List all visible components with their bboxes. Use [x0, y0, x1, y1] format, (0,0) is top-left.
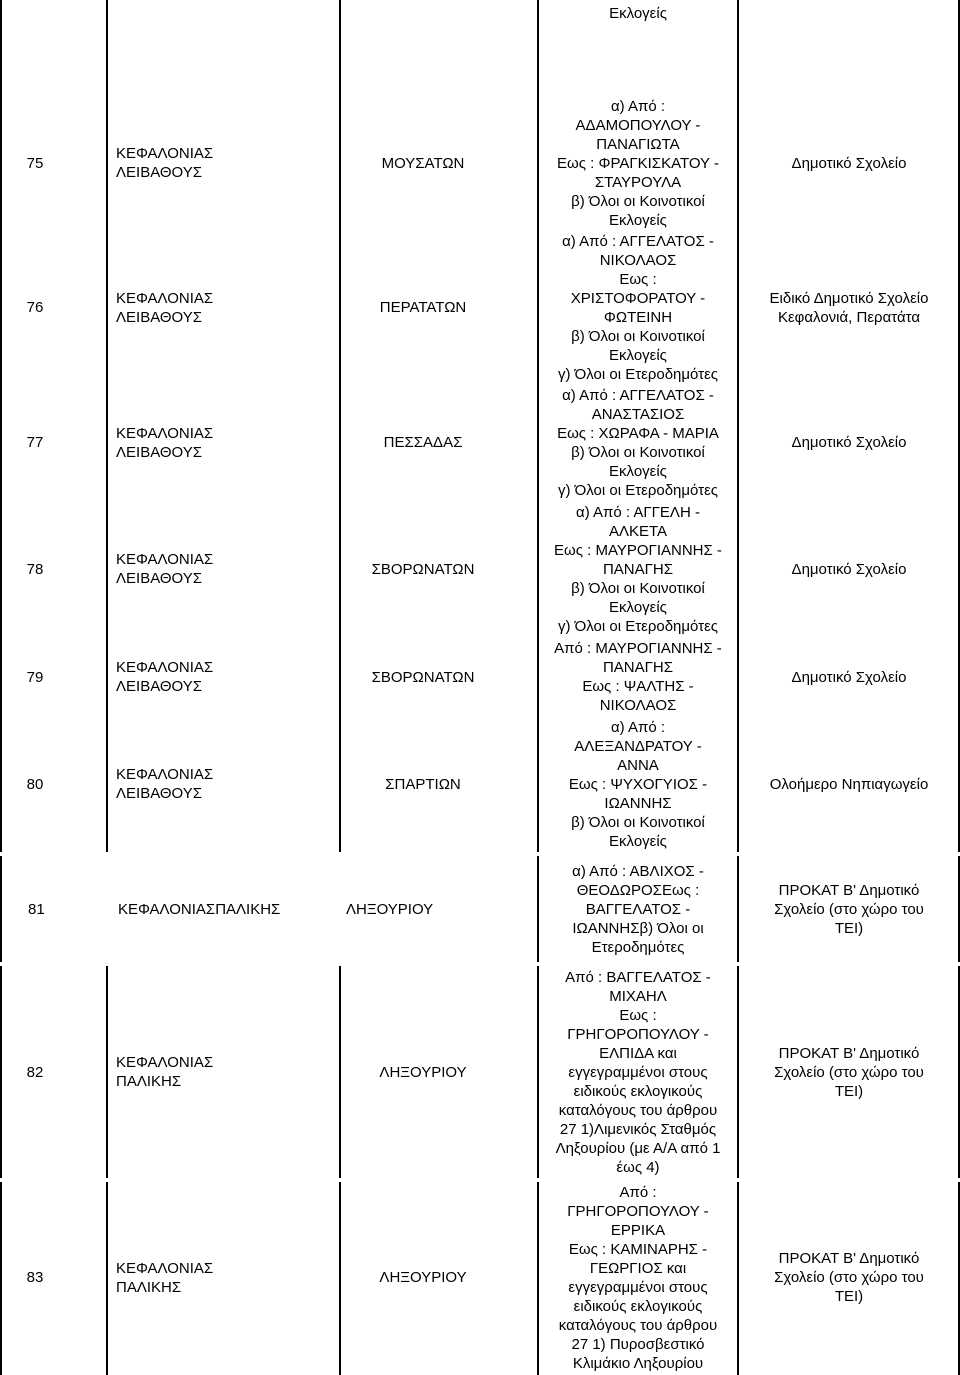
community-name: ΠΕΡΑΤΑΤΩΝ — [379, 299, 467, 316]
row-gap — [0, 852, 960, 856]
community-name: ΛΗΞΟΥΡΙΟΥ — [379, 1063, 467, 1081]
row-number: 80 — [26, 775, 44, 793]
row-number: 81 — [28, 900, 45, 918]
region-name: ΚΕΦΑΛΟΝΙΑΣ ΛΕΙΒΑΘΟΥΣ — [116, 659, 214, 695]
column-divider — [106, 0, 108, 1375]
polling-station: Δημοτικό Σχολείο — [791, 560, 907, 578]
table-row — [0, 230, 960, 385]
community-name: ΣΒΟΡΩΝΑΤΩΝ — [371, 668, 475, 686]
voters-range: α) Από : ΑΛΕΞΑΝΔΡΑΤΟΥ - ΑΝΝΑ Εως : ΨΥΧΟΓΥΙΟΣ - ΙΩΑΝΝΗΣ β) Όλοι οι Κοινοτικοί Εκλογείς — [568, 718, 708, 850]
polling-station: Ειδικό Δημοτικό Σχολείο Κεφαλονιά, Περατάτα — [769, 289, 929, 326]
table-row — [0, 1180, 960, 1375]
table-row — [0, 964, 960, 1180]
voters-range: α) Από : ΑΒΛΙΧΟΣ - ΘΕΟΔΩΡΟΣΕως : ΒΑΓΓΕΛΑΤΟΣ - ΙΩΑΝΝΗΣβ) Όλοι οι Ετεροδημότες — [572, 862, 704, 956]
merged-cell-mask — [104, 856, 110, 962]
row-number: 76 — [26, 299, 44, 316]
voters-range: Από : ΜΑΥΡΟΓΙΑΝΝΗΣ - ΠΑΝΑΓΗΣ Εως : ΨΑΛΤΗΣ - ΝΙΚΟΛΑΟΣ — [554, 640, 722, 714]
table-row — [0, 96, 960, 230]
row-number: 79 — [26, 668, 44, 686]
continued-voters-text: Εκλογείς — [609, 4, 667, 22]
row-gap — [0, 962, 960, 966]
column-divider — [339, 0, 341, 1375]
row-number: 83 — [26, 1269, 44, 1286]
voters-range: Από : ΓΡΗΓΟΡΟΠΟΥΛΟΥ - ΕΡΡΙΚΑ Εως : ΚΑΜΙΝΑΡΗΣ - ΓΕΩΡΓΙΟΣ και εγγεγραμμένοι στους ειδικούς εκλογικούς καταλόγους του άρθρου 27 1) Πυροσβεστικό Κλιμάκιο Ληξουρίου — [558, 1183, 718, 1372]
polling-station: ΠΡΟΚΑΤ Β' Δημοτικό Σχολείο (στο χώρο του ΤΕΙ) — [774, 881, 924, 937]
row-number: 78 — [26, 560, 44, 578]
table-row — [0, 638, 960, 716]
table-row — [0, 854, 960, 964]
column-divider — [537, 0, 539, 1375]
continued-voters-cell — [540, 0, 736, 26]
region-name: ΚΕΦΑΛΟΝΙΑΣ ΠΑΛΙΚΗΣ — [116, 1054, 214, 1090]
polling-station: ΠΡΟΚΑΤ Β' Δημοτικό Σχολείο (στο χώρο του ΤΕΙ) — [774, 1044, 924, 1100]
row-number: 82 — [26, 1063, 44, 1081]
voters-range: α) Από : ΑΔΑΜΟΠΟΥΛΟΥ - ΠΑΝΑΓΙΩΤΑ Εως : ΦΡΑΓΚΙΣΚΑΤΟΥ - ΣΤΑΥΡΟΥΛΑ β) Όλοι οι Κοινοτικοί Εκλογείς — [557, 97, 719, 229]
column-divider — [737, 0, 739, 1375]
row-gap — [0, 1178, 960, 1182]
community-name: ΛΗΞΟΥΡΙΟΥ — [346, 900, 434, 918]
region-name: ΚΕΦΑΛΟΝΙΑΣ ΛΕΙΒΑΘΟΥΣ — [116, 145, 214, 181]
region-name: ΚΕΦΑΛΟΝΙΑΣ ΛΕΙΒΑΘΟΥΣ — [116, 766, 214, 802]
polling-station: Δημοτικό Σχολείο — [791, 668, 907, 686]
community-name: ΣΒΟΡΩΝΑΤΩΝ — [371, 560, 475, 578]
column-divider — [0, 0, 2, 1375]
region-name: ΚΕΦΑΛΟΝΙΑΣ ΛΕΙΒΑΘΟΥΣ — [116, 289, 214, 326]
community-name: ΠΕΣΣΑΔΑΣ — [383, 434, 463, 451]
region-name: ΚΕΦΑΛΟΝΙΑΣΠΑΛΙΚΗΣ — [118, 900, 281, 918]
voters-range: α) Από : ΑΓΓΕΛΑΤΟΣ - ΑΝΑΣΤΑΣΙΟΣ Εως : ΧΩΡΑΦΑ - ΜΑΡΙΑ β) Όλοι οι Κοινοτικοί Εκλογείς γ) Όλοι οι Ετεροδημότες — [557, 386, 719, 499]
polling-station: Ολοήμερο Νηπιαγωγείο — [769, 775, 929, 793]
community-name: ΛΗΞΟΥΡΙΟΥ — [379, 1269, 467, 1286]
table-row — [0, 714, 960, 854]
region-name: ΚΕΦΑΛΟΝΙΑΣ ΛΕΙΒΑΘΟΥΣ — [116, 551, 214, 587]
table-row — [0, 385, 960, 500]
region-name: ΚΕΦΑΛΟΝΙΑΣ ΛΕΙΒΑΘΟΥΣ — [116, 424, 214, 461]
community-name: ΣΠΑΡΤΙΩΝ — [385, 775, 461, 793]
voters-range: α) Από : ΑΓΓΕΛΗ - ΑΛΚΕΤΑ Εως : ΜΑΥΡΟΓΙΑΝΝΗΣ - ΠΑΝΑΓΗΣ β) Όλοι οι Κοινοτικοί Εκλογείς γ) Όλοι οι Ετεροδημότες — [554, 503, 722, 635]
voters-range: α) Από : ΑΓΓΕΛΑΤΟΣ - ΝΙΚΟΛΑΟΣ Εως : ΧΡΙΣΤΟΦΟΡΑΤΟΥ - ΦΩΤΕΙΝΗ β) Όλοι οι Κοινοτικοί Εκλογείς γ) Όλοι οι Ετεροδημότες — [557, 232, 719, 383]
table-row — [0, 500, 960, 638]
row-number: 75 — [26, 154, 44, 172]
merged-cell-mask — [337, 856, 343, 962]
polling-station: Δημοτικό Σχολείο — [791, 434, 907, 451]
community-name: ΜΟΥΣΑΤΩΝ — [381, 154, 465, 172]
polling-station: Δημοτικό Σχολείο — [791, 154, 907, 172]
polling-station: ΠΡΟΚΑΤ Β' Δημοτικό Σχολείο (στο χώρο του ΤΕΙ) — [774, 1250, 924, 1305]
region-name: ΚΕΦΑΛΟΝΙΑΣ ΠΑΛΙΚΗΣ — [116, 1259, 214, 1296]
voters-range: Από : ΒΑΓΓΕΛΑΤΟΣ - ΜΙΧΑΗΛ Εως : ΓΡΗΓΟΡΟΠΟΥΛΟΥ - ΕΛΠΙΔΑ και εγγεγραμμένοι στους ειδικούς εκλογικούς καταλόγους του άρθρου 27 1)Λιμενικός Σταθμός Ληξουρίου (με Α/Α από 1 έως 4) — [555, 968, 721, 1176]
row-number: 77 — [26, 434, 44, 451]
